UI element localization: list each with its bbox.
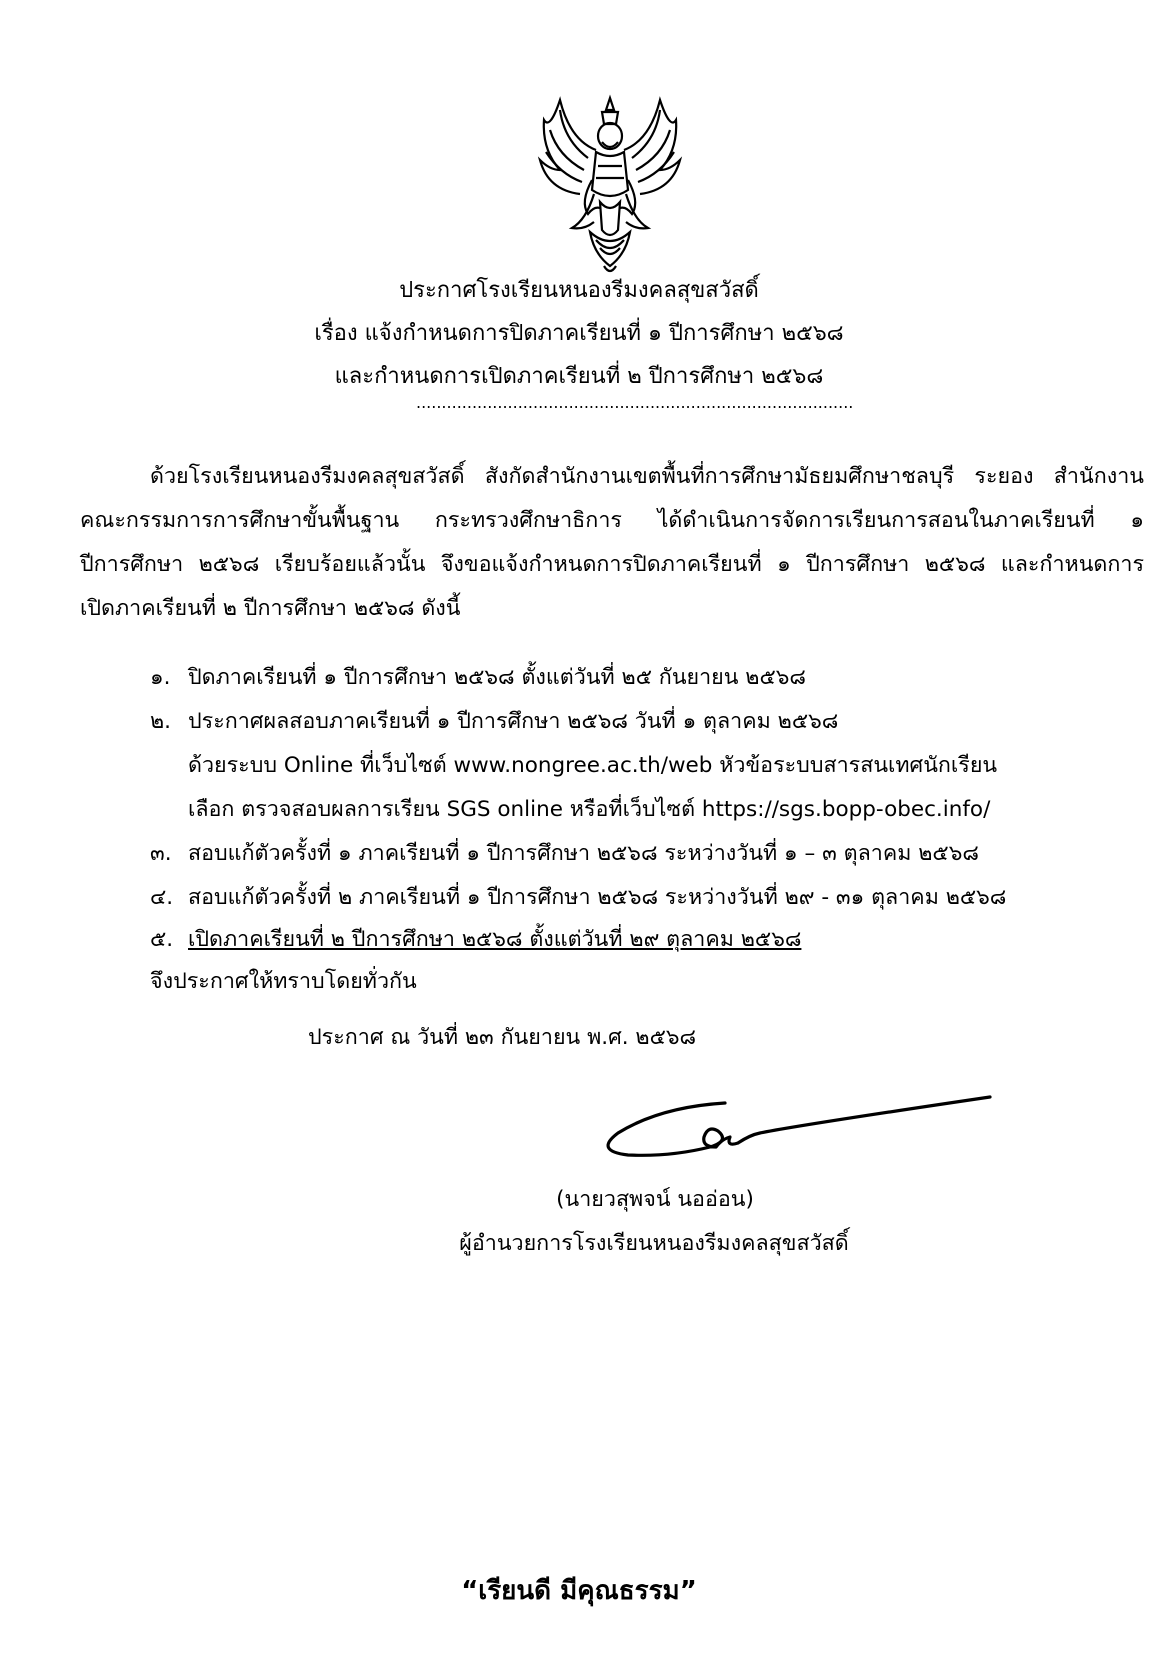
item-number: ๓. [150, 841, 172, 866]
item-text: สอบแก้ตัวครั้งที่ ๒ ภาคเรียนที่ ๑ ปีการศึกษา ๒๕๖๘ ระหว่างวันที่ ๒๙ - ๓๑ ตุลาคม ๒๕๖๘ [188, 885, 1007, 910]
item-number: ๕. [150, 927, 174, 952]
item-detail-line-2: เลือก ตรวจสอบผลการเรียน SGS online หรือที่เว็บไซต์ https://sgs.bopp-obec.info/ [188, 797, 991, 822]
paragraph-line-2: คณะกรรมการการศึกษาขั้นพื้นฐาน กระทรวงศึกษาธิการ ได้ดำเนินการจัดการเรียนการสอนในภาคเรียนที่ ๑ [80, 508, 1144, 533]
garuda-emblem-icon [530, 90, 690, 280]
list-item [150, 836, 979, 870]
announcement-date: ประกาศ ณ วันที่ ๒๓ กันยายน พ.ศ. ๒๕๖๘ [308, 1025, 697, 1050]
school-motto: “เรียนดี มีคุณธรรม” [461, 1576, 697, 1606]
announcement-title: ประกาศโรงเรียนหนองรีมงคลสุขสวัสดิ์ [399, 278, 759, 303]
list-item [150, 922, 801, 956]
item-text: เปิดภาคเรียนที่ ๒ ปีการศึกษา ๒๕๖๘ ตั้งแต่วันที่ ๒๙ ตุลาคม ๒๕๖๘ [188, 927, 802, 952]
signer-title: ผู้อำนวยการโรงเรียนหนองรีมงคลสุขสวัสดิ์ [459, 1231, 849, 1256]
announcement-subject: เรื่อง แจ้งกำหนดการปิดภาคเรียนที่ ๑ ปีการศึกษา ๒๕๖๘ [314, 321, 844, 346]
dotted-separator: ...................................................................................... [416, 393, 854, 412]
list-item [150, 704, 838, 738]
item-text: สอบแก้ตัวครั้งที่ ๑ ภาคเรียนที่ ๑ ปีการศึกษา ๒๕๖๘ ระหว่างวันที่ ๑ – ๓ ตุลาคม ๒๕๖๘ [188, 841, 979, 866]
list-item [150, 880, 1006, 914]
paragraph-line-1: ด้วยโรงเรียนหนองรีมงคลสุขสวัสดิ์ สังกัดสำนักงานเขตพื้นที่การศึกษามัธยมศึกษาชลบุรี ระยอง สำนักงาน [150, 464, 1144, 489]
paragraph-line-3: ปีการศึกษา ๒๕๖๘ เรียบร้อยแล้วนั้น จึงขอแจ้งกำหนดการปิดภาคเรียนที่ ๑ ปีการศึกษา ๒๕๖๘ และกำหนดการ [80, 552, 1144, 577]
signature [600, 1085, 1000, 1175]
item-number: ๒. [150, 709, 172, 734]
paragraph-line-4: เปิดภาคเรียนที่ ๒ ปีการศึกษา ๒๕๖๘ ดังนี้ [80, 596, 461, 621]
item-text: ประกาศผลสอบภาคเรียนที่ ๑ ปีการศึกษา ๒๕๖๘ วันที่ ๑ ตุลาคม ๒๕๖๘ [188, 709, 839, 734]
closing-statement: จึงประกาศให้ทราบโดยทั่วกัน [150, 969, 417, 994]
item-text: ปิดภาคเรียนที่ ๑ ปีการศึกษา ๒๕๖๘ ตั้งแต่วันที่ ๒๕ กันยายน ๒๕๖๘ [188, 665, 806, 690]
list-item [150, 660, 806, 694]
signer-name: (นายวสุพจน์ นออ่อน) [556, 1187, 754, 1212]
announcement-subject-continued: และกำหนดการเปิดภาคเรียนที่ ๒ ปีการศึกษา ๒๕๖๘ [334, 364, 824, 389]
item-number: ๑. [150, 665, 171, 690]
item-number: ๔. [150, 885, 174, 910]
item-detail-line-1: ด้วยระบบ Online ที่เว็บไซต์ www.nongree.ac.th/web หัวข้อระบบสารสนเทศนักเรียน [188, 753, 998, 778]
